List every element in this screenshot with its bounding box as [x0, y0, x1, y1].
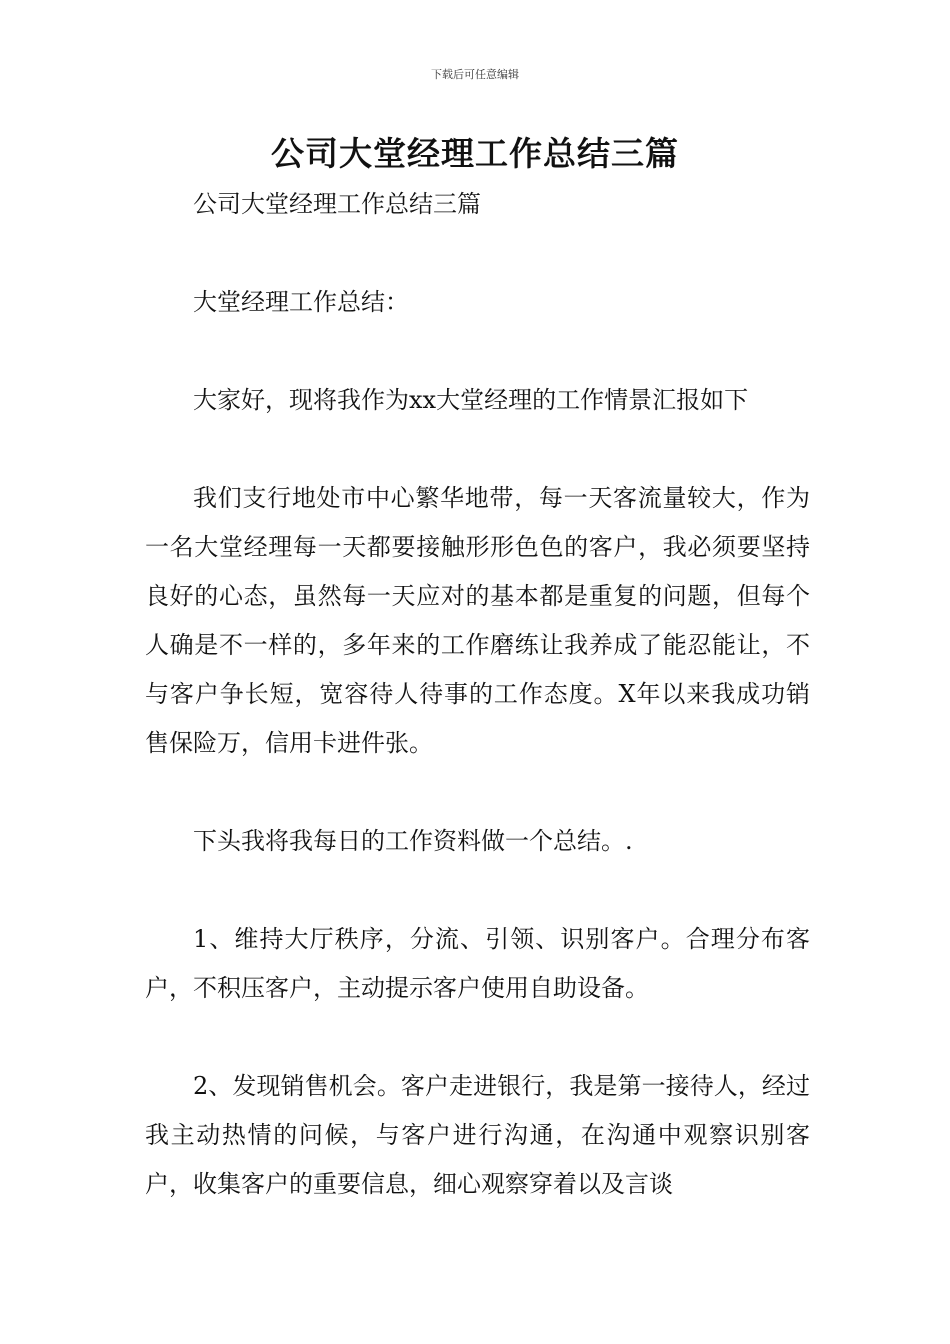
paragraph-gap: [145, 866, 810, 915]
document-body: [145, 180, 810, 1209]
intro-paragraph: 我们支行地处市中心繁华地带，每一天客流量较大，作为一名大堂经理每一天都要接触形形色色的客户，我必须要坚持良好的心态，虽然每一天应对的基本都是重复的问题，但每个人确是不一样的，多年来的工作磨练让我养成了能忍能让，不与客户争长短，宽容待人待事的工作态度。X年以来我成功销售保险万，信用卡进件张。: [145, 484, 810, 757]
summary-lead-paragraph: 下头我将我每日的工作资料做一个总结。.: [193, 827, 633, 855]
paragraph-gap: [145, 327, 810, 376]
paragraph-gap: [145, 229, 810, 278]
list-item-1: 1、维持大厅秩序，分流、引领、识别客户。合理分布客户，不积压客户，主动提示客户使用自助设备。: [145, 925, 810, 1002]
list-item-2: 2、发现销售机会。客户走进银行，我是第一接待人，经过我主动热情的问候，与客户进行沟通，在沟通中观察识别客户，收集客户的重要信息，细心观察穿着以及言谈: [145, 1072, 810, 1198]
paragraph-gap: [145, 1013, 810, 1062]
header-note: 下载后可任意编辑: [431, 68, 519, 81]
section-heading: 大堂经理工作总结：: [193, 288, 409, 316]
greeting-paragraph: 大家好，现将我作为xx大堂经理的工作情景汇报如下: [193, 386, 749, 414]
subtitle-paragraph: 公司大堂经理工作总结三篇: [193, 190, 481, 218]
document-title: 公司大堂经理工作总结三篇: [271, 134, 679, 173]
paragraph-gap: [145, 768, 810, 817]
paragraph-gap: [145, 425, 810, 474]
